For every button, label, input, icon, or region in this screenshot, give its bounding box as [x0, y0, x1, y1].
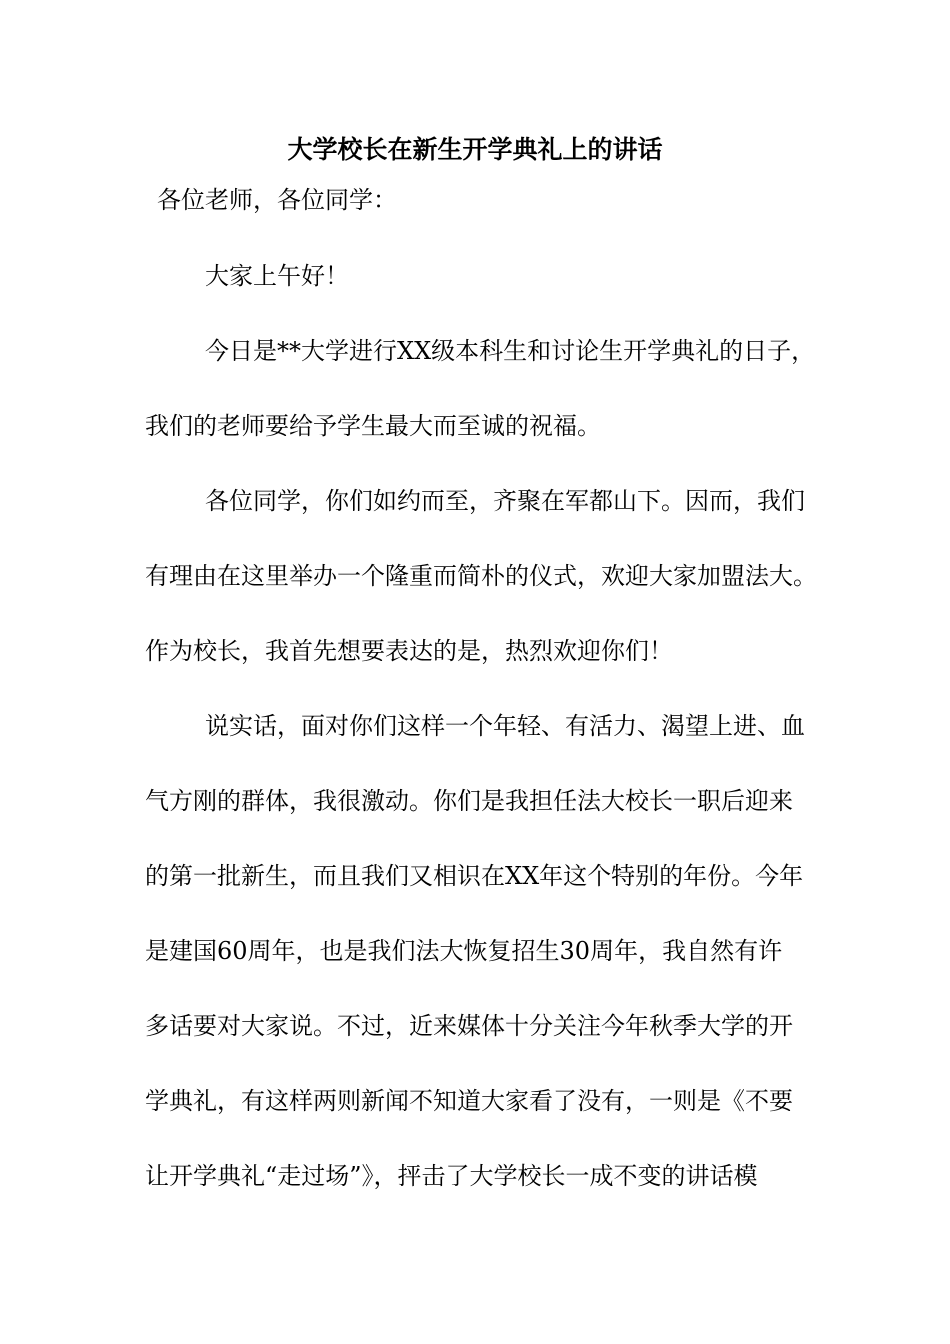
paragraph-line: 的第一批新生，而且我们又相识在XX年这个特别的年份。今年 — [145, 862, 804, 890]
paragraph-line: 作为校长，我首先想要表达的是，热烈欢迎你们！ — [145, 637, 673, 665]
paragraph-line: 让开学典礼“走过场”》，抨击了大学校长一成不变的讲话模 — [145, 1162, 758, 1190]
paragraph-line: 是建国60周年，也是我们法大恢复招生30周年，我自然有许 — [145, 937, 783, 965]
paragraph-line: 多话要对大家说。不过，近来媒体十分关注今年秋季大学的开 — [145, 1012, 793, 1040]
paragraph-line: 有理由在这里举办一个隆重而简朴的仪式，欢迎大家加盟法大。 — [145, 562, 817, 590]
paragraph-line: 今日是**大学进行XX级本科生和讨论生开学典礼的日子， — [205, 337, 816, 365]
paragraph-line: 气方刚的群体，我很激动。你们是我担任法大校长一职后迎来 — [145, 787, 793, 815]
salutation: 各位老师，各位同学： — [157, 186, 397, 214]
page-title: 大学校长在新生开学典礼上的讲话 — [287, 135, 663, 164]
paragraph-line: 各位同学，你们如约而至，齐聚在军都山下。因而，我们 — [205, 487, 805, 515]
paragraph-line: 我们的老师要给予学生最大而至诚的祝福。 — [145, 412, 601, 440]
paragraph-line: 大家上午好！ — [205, 262, 349, 290]
paragraph-line: 说实话，面对你们这样一个年轻、有活力、渴望上进、血 — [205, 712, 805, 740]
paragraph-line: 学典礼，有这样两则新闻不知道大家看了没有，一则是《不要 — [145, 1087, 793, 1115]
